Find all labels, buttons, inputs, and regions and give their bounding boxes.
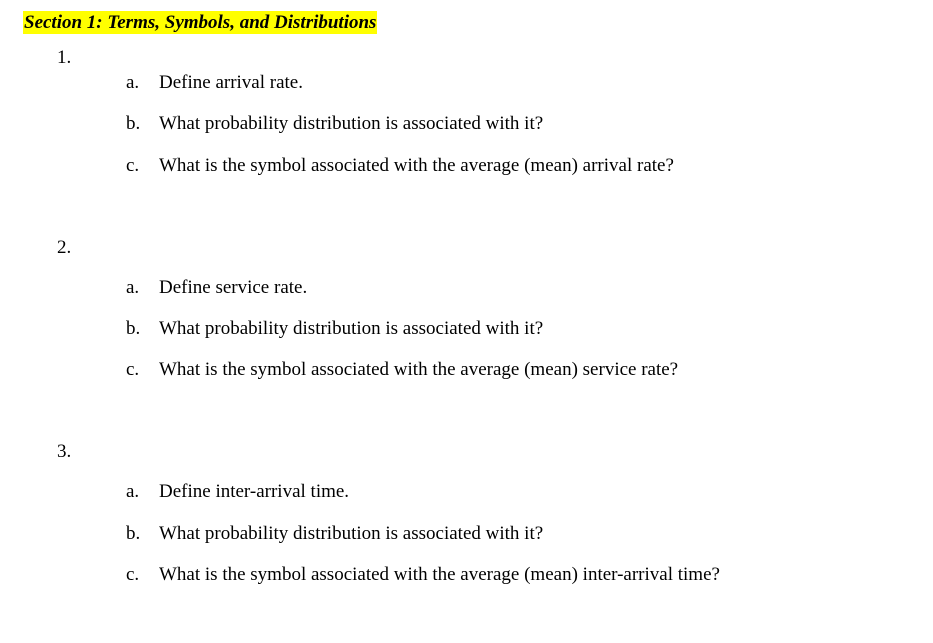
item-letter: b. <box>126 523 141 544</box>
item-text: What is the symbol associated with the average (mean) service rate? <box>159 359 679 380</box>
item-letter: a. <box>126 277 140 298</box>
item-text: Define inter-arrival time. <box>159 481 350 502</box>
item-text: What probability distribution is associated with it? <box>159 113 544 134</box>
question-1-item-b <box>126 113 543 135</box>
question-3-item-b <box>126 523 543 545</box>
item-letter: c. <box>126 564 140 585</box>
item-letter: b. <box>126 318 141 339</box>
question-number-3: 3. <box>57 441 72 462</box>
item-text: Define service rate. <box>159 277 308 298</box>
question-1-item-c <box>126 155 674 177</box>
item-text: What is the symbol associated with the average (mean) inter-arrival time? <box>159 564 720 585</box>
question-2-item-b <box>126 318 543 340</box>
item-text: What is the symbol associated with the average (mean) arrival rate? <box>159 155 674 176</box>
question-number-1: 1. <box>57 47 72 68</box>
item-letter: b. <box>126 113 141 134</box>
item-text: What probability distribution is associated with it? <box>159 318 544 339</box>
item-letter: a. <box>126 481 140 502</box>
question-3-item-a <box>126 481 349 503</box>
item-letter: a. <box>126 72 140 93</box>
question-2-item-c <box>126 359 678 381</box>
item-text: Define arrival rate. <box>159 72 303 93</box>
question-3-item-c <box>126 564 720 586</box>
item-text: What probability distribution is associated with it? <box>159 523 544 544</box>
question-1-item-a <box>126 72 303 94</box>
section-title: Section 1: Terms, Symbols, and Distributions <box>24 12 377 33</box>
item-letter: c. <box>126 155 140 176</box>
question-number-2: 2. <box>57 237 72 258</box>
item-letter: c. <box>126 359 140 380</box>
question-2-item-a <box>126 277 307 299</box>
